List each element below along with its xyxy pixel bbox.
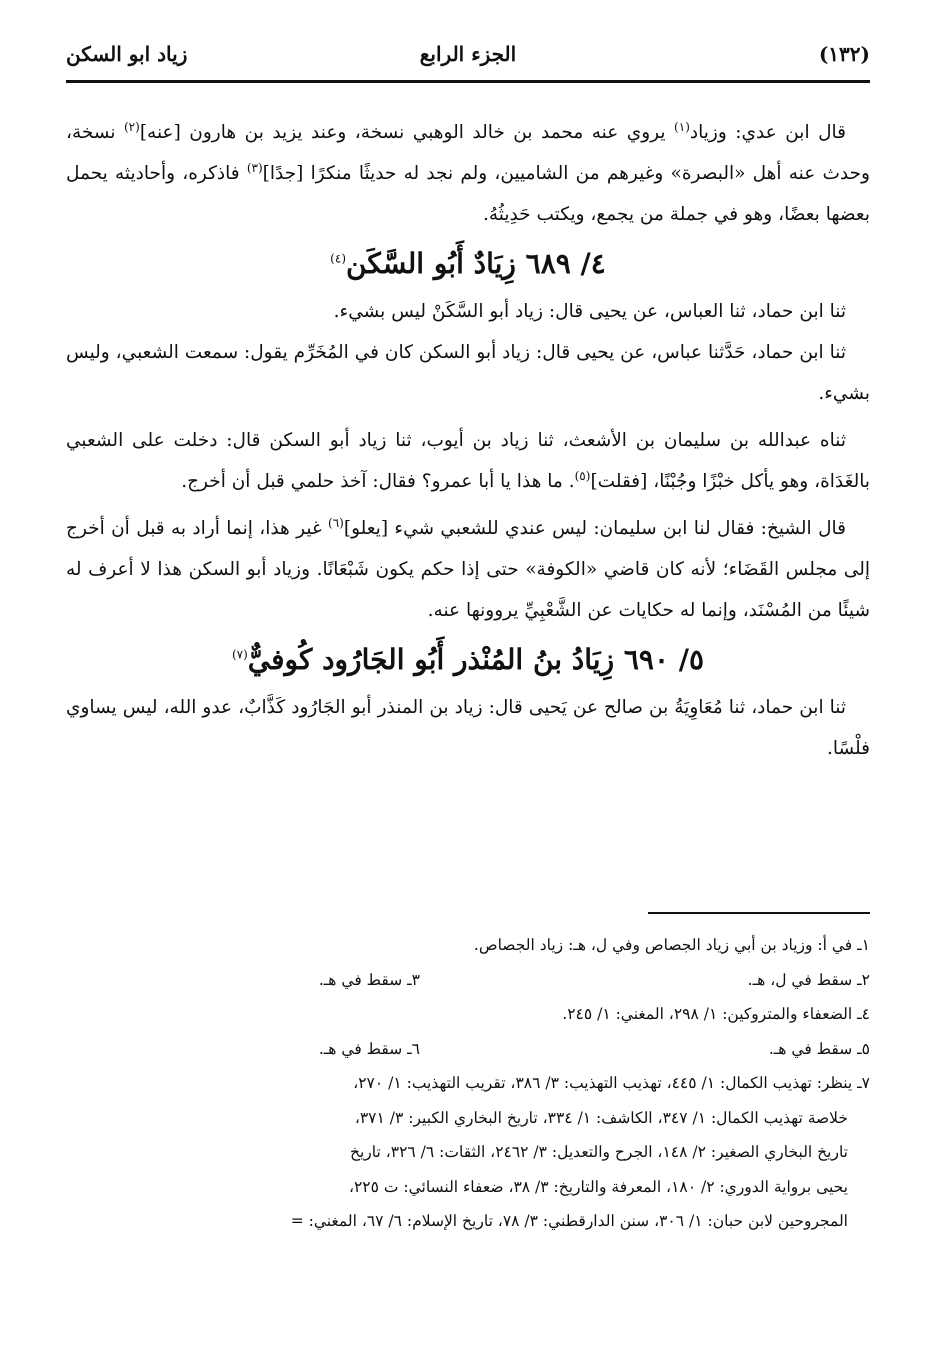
running-title: زياد ابو السكن: [66, 42, 188, 66]
text-segment: ثناه عبدالله بن سليمان بن الأشعث، ثنا زياد بن أيوب، ثنا زياد أبو السكن قال: دخلت على الشعبي بالغَدَاة، وهو يأكل خبْزًا وجُبْنًا، [فقلت]: [66, 430, 870, 492]
footnote-2: ٢ـ سقط في ل، هـ.: [747, 970, 870, 989]
text-segment: يروي عنه محمد بن خالد الوهبي نسخة، وعند يزيد بن هارون [عنه]: [139, 122, 675, 143]
footnote-ref: (٧): [231, 647, 248, 662]
footnote-ref: (٥): [574, 468, 591, 483]
footnote-5: ٥ـ سقط في هـ.: [768, 1039, 870, 1058]
entry-heading: [66, 237, 870, 291]
text-segment: قال ابن عدي: وزياد: [689, 122, 846, 143]
footnote-ref: (٢): [123, 119, 140, 134]
entry-heading-text: ٥/ ٦٩٠ زِيَادُ بنُ المُنْذر أَبُو الجَارُود كُوفيٌّ: [247, 643, 705, 676]
page-number: (١٣٢): [818, 42, 870, 66]
text-segment: قال الشيخ: فقال لنا ابن سليمان: ليس عندي للشعبي شيء [يعلو]: [343, 518, 846, 539]
text-segment: غير هذا، إنما أراد به قبل أن أخرج إلى مجلس القَضَاء؛ لأنه كان قاضي «الكوفة» حتى إذا حكم يكون شَبْعَانًا. وزياد أبو السكن هذا لا أعرف له شيئًا من المُسْنَد، وإنما له حكايات عن الشَّعْبِيِّ يروونها عنه.: [66, 518, 870, 621]
text-segment: . ما هذا يا أبا عمرو؟ فقال: آخذ حلمي قبل أن أخرج.: [181, 471, 575, 492]
footnote-ref: (٦): [328, 515, 344, 530]
paragraph: [66, 420, 870, 502]
paragraph: ثنا ابن حماد، حَدَّثنا عباس، عن يحيى قال: زياد أبو السكن كان في المُخَرِّم يقول: سمعت الشعبي، وليس بشيء.: [66, 342, 870, 404]
entry-heading: [66, 633, 870, 687]
footnote-ref: (١): [674, 119, 690, 134]
text-segment: فاذكره، وأحاديثه يحمل بعضها بعضًا، وهو في جملة من يجمع، ويكتب حَدِيثُهُ.: [66, 163, 870, 225]
footnote-line: [66, 997, 870, 1032]
volume-title: الجزء الرابع: [419, 42, 517, 66]
footnote-7-continued: خلاصة تهذيب الكمال: ١/ ٣٤٧، الكاشف: ١/ ٣٣٤، تاريخ البخاري الكبير: ٣/ ٣٧١،: [354, 1108, 848, 1127]
footnote-ref: (٣): [246, 160, 263, 175]
running-header: [66, 38, 870, 83]
text-segment: نسخة، وحدث عنه أهل «البصرة» وغيرهم من الشاميين، ولم نجد له حديثًا منكرًا [جدًا]: [66, 122, 870, 184]
entry-heading-text: ٤/ ٦٨٩ زِيَادٌ أَبُو السَّكَن: [346, 247, 606, 280]
paragraph-ibn-adi: [66, 112, 870, 235]
footnote-6: ٦ـ سقط في هـ.: [318, 1039, 420, 1058]
paragraph: ثنا ابن حماد، ثنا العباس، عن يحيى قال: زياد أبو السَّكَنْ ليس بشيء.: [333, 301, 846, 322]
footnote-3: ٣ـ سقط في هـ.: [318, 970, 420, 989]
main-text: [66, 112, 870, 769]
paragraph: ثنا ابن حماد، ثنا مُعَاوِيَةُ بن صالح عن يَحيى قال: زياد بن المنذر أبو الجَارُود كَذَّابٌ، عدو الله، ليس يساوي فلْسًا.: [66, 697, 870, 759]
footnote-1: ١ـ في أ: وزياد بن أبي زياد الجصاص وفي ل، هـ: زياد الجصاص.: [473, 936, 870, 954]
footnote-ref: (٤): [330, 251, 346, 266]
footnote-7-continued: المجروحين لابن حبان: ١/ ٣٠٦، سنن الدارقطني: ٣/ ٧٨، تاريخ الإسلام: ٦/ ٦٧، المغني: =: [290, 1212, 848, 1230]
footnotes: [66, 928, 870, 1239]
footnote-4: ٤ـ الضعفاء والمتروكين: ١/ ٢٩٨، المغني: ١/ ٢٤٥.: [562, 1005, 870, 1023]
footnote-7-continued: يحيى برواية الدوري: ٢/ ١٨٠، المعرفة والتاريخ: ٣/ ٣٨، ضعفاء النسائي: ت ٢٢٥،: [348, 1177, 848, 1196]
footnote-7: ٧ـ ينظر: تهذيب الكمال: ١/ ٤٤٥، تهذيب التهذيب: ٣/ ٣٨٦، تقريب التهذيب: ١/ ٢٧٠،: [353, 1074, 870, 1092]
footnote-line: [66, 963, 870, 998]
footnote-divider: [648, 912, 870, 914]
footnote-7-continued: تاريخ البخاري الصغير: ٢/ ١٤٨، الجرح والتعديل: ٣/ ٢٤٦٢، الثقات: ٦/ ٣٢٦، تاريخ: [349, 1143, 848, 1161]
footnote-line: [66, 928, 870, 963]
paragraph: [66, 508, 870, 631]
footnote-line: [66, 1032, 870, 1067]
footnote-line: [66, 1066, 870, 1101]
